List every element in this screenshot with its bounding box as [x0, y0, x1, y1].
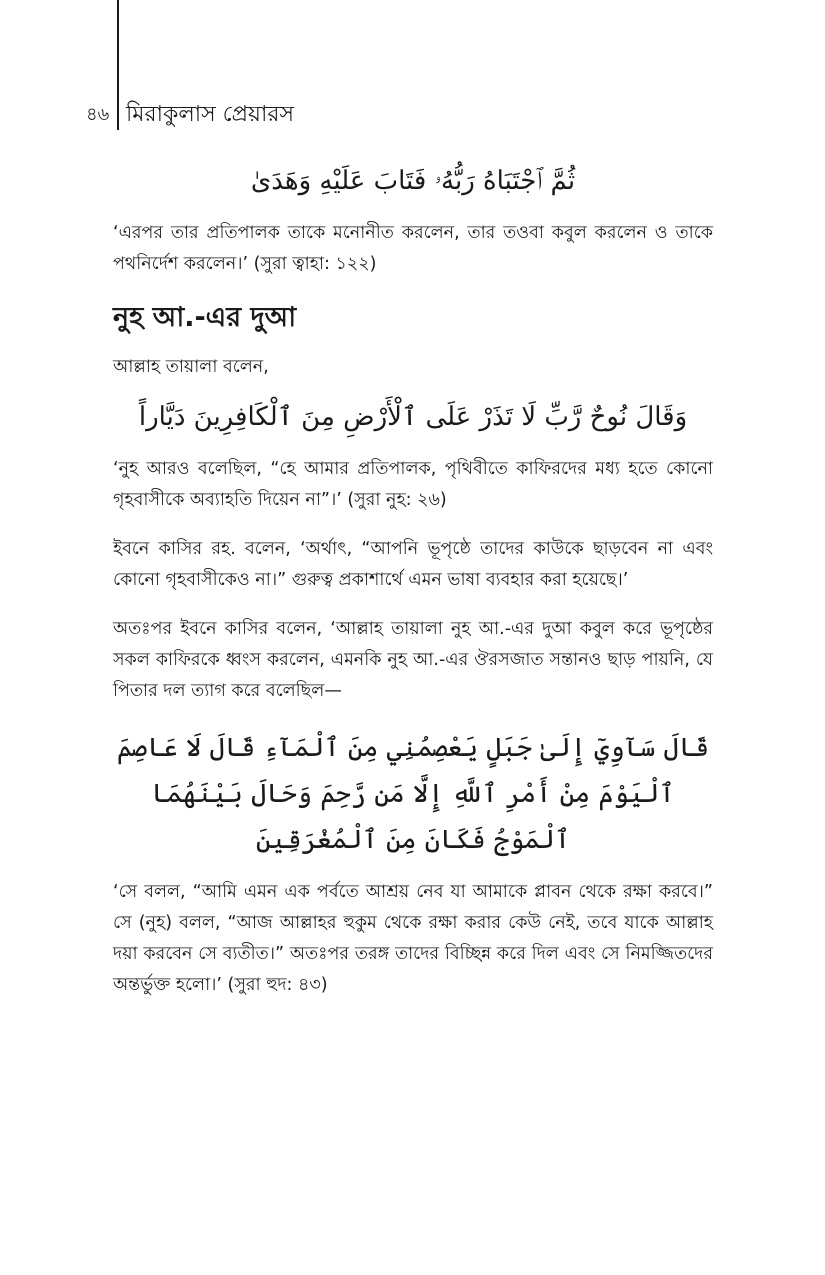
translation-2: ‘নুহ আরও বলেছিল, “হে আমার প্রতিপালক, পৃথিবীতে কাফিরদের মধ্য হতে কোনো গৃহবাসীকে অব্যাহতি দিয়েন না”।’ (সুরা নুহ: ২৬)	[113, 459, 713, 510]
intro-line: আল্লাহ তায়ালা বলেন,	[113, 357, 269, 377]
ibn-kathir-comment: ইবনে কাসির রহ. বলেন, ‘অর্থাৎ, “আপনি ভূপৃষ্ঠে তাদের কাউকে ছাড়বেন না এবং কোনো গৃহবাসীকেও না।” গুরুত্ব প্রকাশার্থে এমন ভাষা ব্যবহার করা হয়েছে।’	[113, 539, 713, 590]
ibn-kathir-continuation: অতঃপর ইবনে কাসির বলেন, ‘আল্লাহ তায়ালা নুহ আ.-এর দুআ কবুল করে ভূপৃষ্ঠের সকল কাফিরকে ধ্বংস করলেন, এমনকি নুহ আ.-এর ঔরসজাত সন্তানও ছাড় পায়নি, যে পিতার দল ত্যাগ করে বলেছিল—	[113, 619, 713, 701]
page-body	[113, 152, 713, 1019]
arabic-verse-3: قَالَ سَآوِيٓ إِلَىٰ جَبَلٍ يَعْصِمُنِي مِنَ ٱلْمَآءِ قَالَ لَا عَاصِمَ ٱلْيَوْمَ مِنْ أَمْرِ ٱللَّهِ إِلَّا مَن رَّحِمَ وَحَالَ بَيْنَهُمَا ٱلْمَوْجُ فَكَانَ مِنَ ٱلْمُغْرَقِينَ	[116, 733, 710, 855]
page-number: ৪৬	[86, 104, 110, 125]
running-title: মিরাকুলাস প্রেয়ারস	[126, 102, 295, 127]
header-vertical-rule	[117, 0, 119, 130]
arabic-verse-1: ثُمَّ ٱجْتَبَاهُ رَبُّهُۥ فَتَابَ عَلَيْهِ وَهَدَىٰ	[250, 166, 576, 196]
arabic-verse-2: وَقَالَ نُوحٌ رَّبِّ لَا تَذَرْ عَلَى ٱلْأَرْضِ مِنَ ٱلْكَافِرِينَ دَيَّاراً	[138, 402, 688, 432]
translation-1: ‘এরপর তার প্রতিপালক তাকে মনোনীত করলেন, তার তওবা কবুল করলেন ও তাকে পথনির্দেশ করলেন।’ (সুরা ত্বাহা: ১২২)	[113, 223, 713, 274]
translation-3: ‘সে বলল, “আমি এমন এক পর্বতে আশ্রয় নেব যা আমাকে প্লাবন থেকে রক্ষা করবে।” সে (নুহ) বলল, “আজ আল্লাহর হুকুম থেকে রক্ষা করার কেউ নেই, তবে যাকে আল্লাহ দয়া করবেন সে ব্যতীত।” অতঃপর তরঙ্গ তাদের বিচ্ছিন্ন করে দিল এবং সে নিমজ্জিতদের অন্তর্ভুক্ত হলো।’ (সুরা হুদ: ৪৩)	[113, 882, 713, 995]
section-heading: নুহ আ.-এর দুআ	[113, 302, 297, 333]
